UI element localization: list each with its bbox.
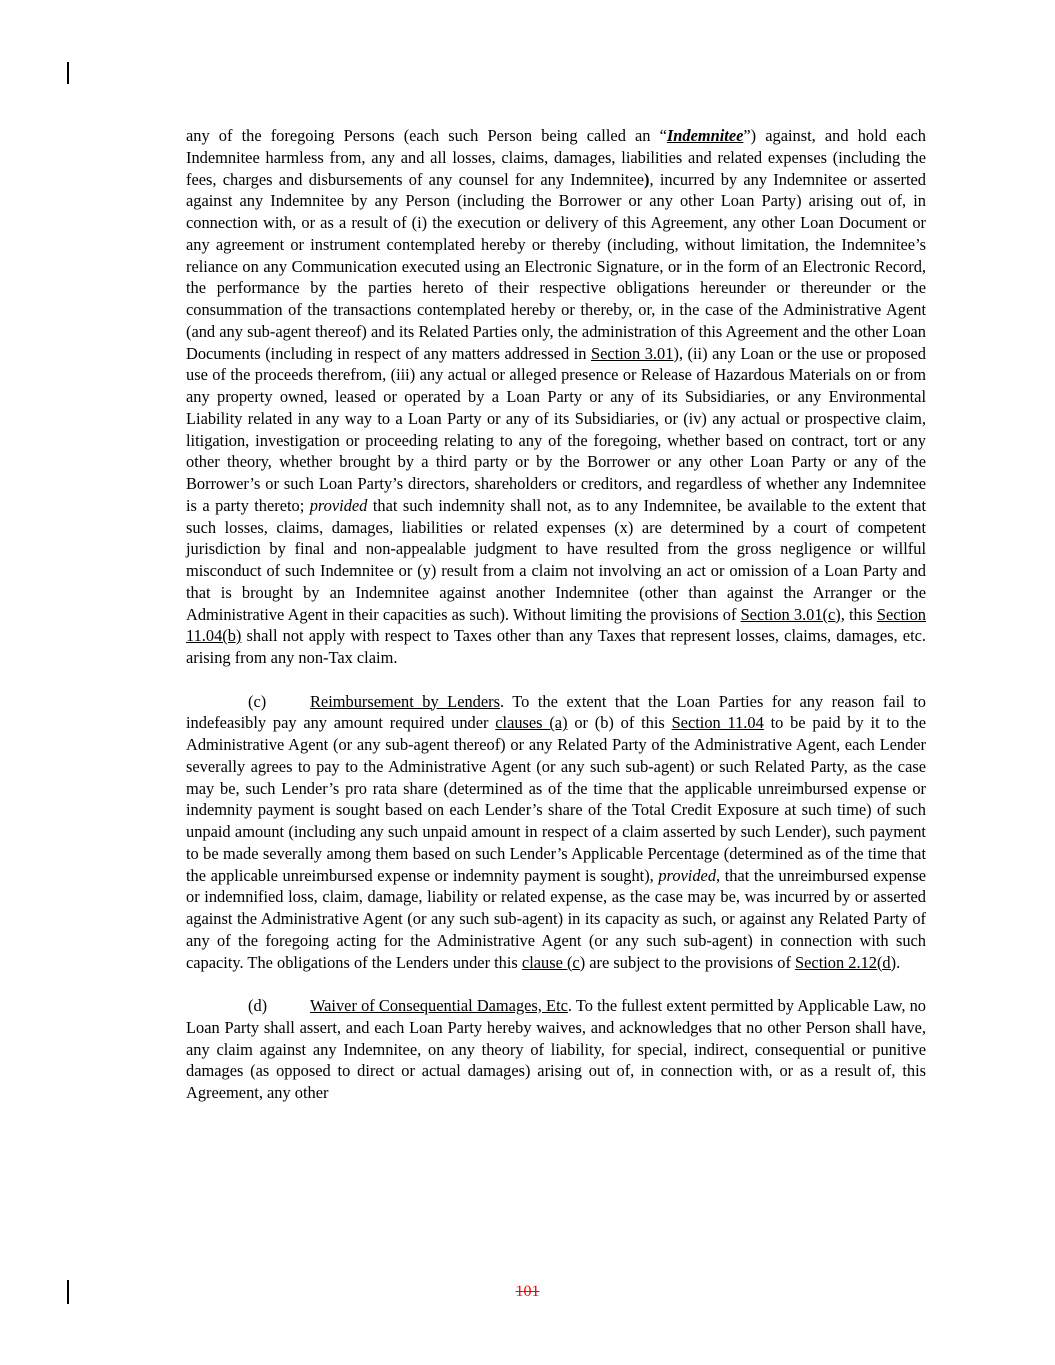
cross-reference-section-11-04b: Section 11.04(b) (186, 604, 926, 646)
cross-reference-clauses-a: clauses (a) (495, 713, 568, 733)
paragraph-heading-reimbursement: Reimbursement by Lenders (310, 691, 500, 711)
text-run: ), (ii) any Loan or the use or proposed use of the proceeds therefrom, (iii) any actual or alleged presence or Release of Hazardous Materials on or from any property owned, leased or operated by a Loan Party or any of its Subsidiaries, or any Environmental Liability related in any way to a Loan Party or any of its Subsidiaries, or (iv) any actual or prospective claim, litigation, investigation or proceeding relating to any of the foregoing, whether based on contract, tort or any other theory, whether brought by a third party or by the Borrower or any other Loan Party or any of the Borrower’s or such Loan Party’s directors, shareholders or creditors, and regardless of whether any Indemnitee is a party thereto; (186, 343, 926, 515)
text-run: , that the unreimbursed expense or indemnified loss, claim, damage, liability or related expense, as the case may be, was incurred by or asserted against the Administrative Agent (or any such sub-agent) in its capacity as such, or against any Related Party of any of the foregoing acting for the Administrative Agent (or any such sub-agent) in connection with such capacity. The obligations of the Lenders under this (186, 865, 926, 972)
paragraph-d (186, 995, 926, 1104)
cross-reference-section-3-01c: Section 3.01(c) (740, 604, 841, 624)
provided-italic: provided (309, 495, 368, 515)
cross-reference-clause-c: clause (c) (521, 952, 586, 972)
text-run: . To the fullest extent permitted by Applicable Law, no Loan Party shall assert, and each Loan Party hereby waives, and acknowledges that no other Person shall have, any claim against any Indemnitee, on any theory of liability, for special, indirect, consequential or punitive damages (as opposed to direct or actual damages) arising out of, in connection with, or as a result of, this Agreement, any other (186, 996, 926, 1102)
revision-change-bar-top (67, 62, 69, 84)
text-run: , this (840, 604, 877, 624)
text-run: or (b) of this (567, 713, 672, 733)
paragraph-c (186, 691, 926, 974)
text-run: , incurred by any Indemnitee or asserted against any Indemnitee by any Person (including the Borrower or any other Loan Party) arising out of, in connection with, or as a result of (i) the execution or delivery of this Agreement, any other Loan Document or any agreement or instrument contemplated hereby or thereby (including, without limitation, the Indemnitee’s reliance on any Communication executed using an Electronic Signature, or in the form of an Electronic Record, the performance by the parties hereto of their respective obligations hereunder or thereunder or the consummation of the transactions contemplated hereby or thereby, or, in the case of the Administrative Agent (and any sub-agent thereof) and its Related Parties only, the administration of this Agreement and the other Loan Documents (including in respect of any matters addressed in (186, 169, 927, 363)
page-number-deleted: 101 (515, 1283, 540, 1300)
paragraph-b-continuation (186, 125, 926, 669)
paragraph-heading-waiver: Waiver of Consequential Damages, Etc (310, 996, 568, 1015)
provided-italic: provided (658, 865, 717, 885)
text-run: that such indemnity shall not, as to any Indemnitee, be available to the extent that such losses, claims, damages, liabilities or related expenses (x) are determined by a court of competent jurisdiction by final and non-appealable judgment to have resulted from the gross negligence or willful misconduct of such Indemnitee or (y) result from a claim not involving an act or omission of a Loan Party and that is brought by an Indemnitee against another Indemnitee (other than against the Arranger or the Administrative Agent in their capacities as such). Without limiting the provisions of (186, 495, 926, 624)
text-run: any of the foregoing Persons (each such Person being called an “ (186, 126, 667, 145)
text-run: . (896, 952, 901, 972)
text-run: ”) against, and hold each Indemnitee harmless from, any and all losses, claims, damages, liabilities and related expenses (including the fees, charges and disbursements of any counsel for any Indemnitee (186, 126, 926, 189)
text-run-bold: ) (644, 169, 650, 189)
paragraph-label-c: (c) (248, 691, 267, 711)
text-run: . To the extent that the Loan Parties for any reason fail to indefeasibly pay any amount required under (186, 691, 926, 733)
cross-reference-section-3-01: Section 3.01 (591, 343, 674, 363)
text-run: shall not apply with respect to Taxes other than any Taxes that represent losses, claims, damages, etc. arising from any non-Tax claim. (186, 626, 926, 667)
cross-reference-section-2-12d: Section 2.12(d) (795, 952, 897, 972)
defined-term-indemnitee: Indemnitee (666, 126, 744, 145)
text-run: to be paid by it to the Administrative Agent (or any sub-agent thereof) or any Related Party of the Administrative Agent, each Lender severally agrees to pay to the Administrative Agent (or any such sub-agent) or such Related Party, as the case may be, such Lender’s pro rata share (determined as of the time that the applicable unreimbursed expense or indemnity payment is sought based on each Lender’s share of the Total Credit Exposure at such time) of such unpaid amount (including any such unpaid amount in respect of a claim asserted by such Lender), such payment to be made severally among them based on such Lender’s Applicable Percentage (determined as of the time that the applicable unreimbursed expense or indemnity payment is sought), (186, 713, 926, 885)
text-run: are subject to the provisions of (585, 952, 796, 972)
paragraph-label-d: (d) (248, 996, 268, 1015)
document-page-body (186, 125, 926, 1104)
cross-reference-section-11-04: Section 11.04 (671, 713, 764, 733)
